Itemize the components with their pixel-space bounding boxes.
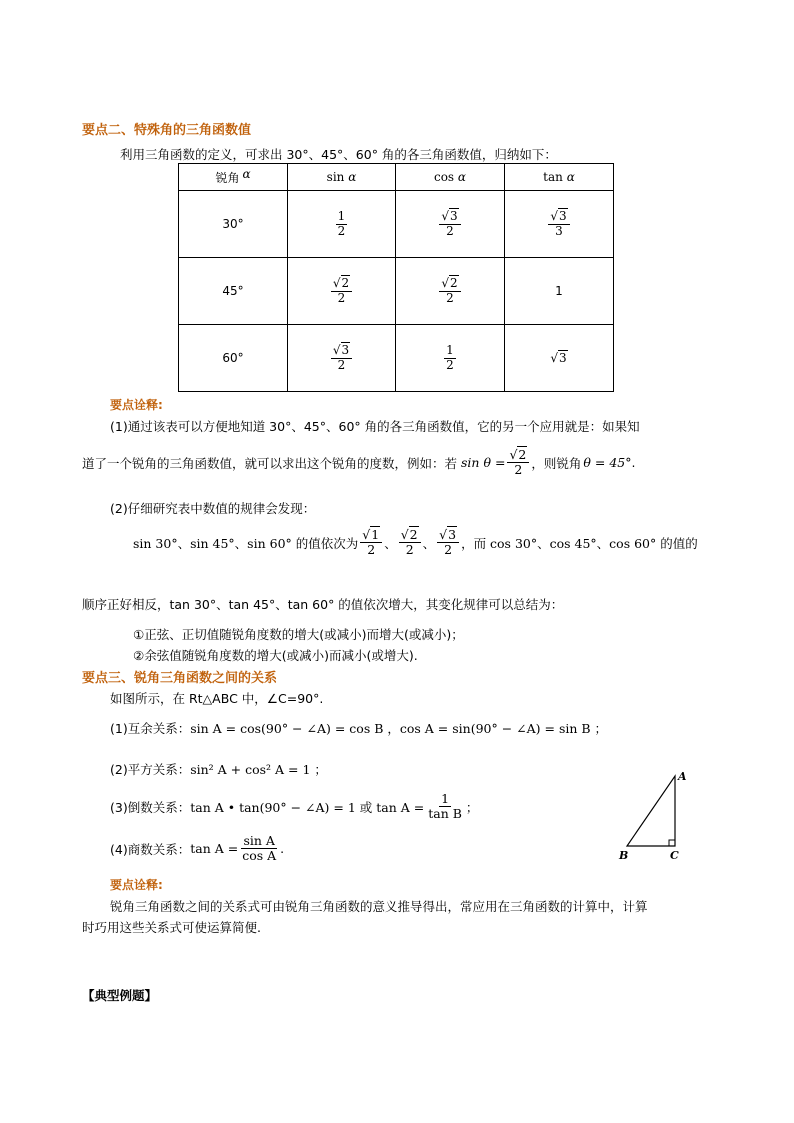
table-row bbox=[179, 258, 614, 325]
note-title-2: 要点诠释: bbox=[110, 878, 163, 892]
note1-line-a: (1)通过该表可以方便地知道 30°、45°、60° 角的各三角函数值，它的另一个应用就是：如果知 bbox=[110, 419, 640, 434]
table-row bbox=[179, 325, 614, 392]
section3-intro: 如图所示，在 Rt△ABC 中，∠C=90°. bbox=[110, 691, 324, 706]
relation-2: (2)平方关系：sin² A + cos² A = 1 ； bbox=[110, 762, 327, 777]
sin-45: $\frac{√2}{2}$ bbox=[288, 258, 396, 325]
section2-intro: 利用三角函数的定义，可求出 30°、45°、60° 角的各三角函数值，归纳如下： bbox=[120, 147, 557, 162]
note2-line: sin 30°、sin 45°、sin 60° 的值依次为 $\frac{√1}{2}$ 、 $\frac{√2}{2}$ 、 $\frac{√3}{2}$ ，而 cos 30°、cos 45°、cos 60° 的值的 bbox=[133, 527, 698, 558]
angle-30: 30° bbox=[179, 191, 288, 258]
examples-heading: 【典型例题】 bbox=[82, 988, 158, 1003]
section2-heading: 要点二、特殊角的三角函数值 bbox=[82, 123, 252, 138]
vertex-c-label: C bbox=[670, 849, 679, 862]
section3-note-a: 锐角三角函数之间的关系式可由锐角三角函数的意义推导得出，常应用在三角函数的计算中，计算 bbox=[110, 899, 648, 914]
sin-30: $\frac{1}{2}$ bbox=[288, 191, 396, 258]
relation-4: (4)商数关系： tan A = $\frac{\text{sin A}}{\text{cos A}}$ . bbox=[110, 833, 285, 864]
note2-intro: (2)仔细研究表中数值的规律会发现： bbox=[110, 501, 316, 516]
angle-45: 45° bbox=[179, 258, 288, 325]
note1-line-b: 道了一个锐角的三角函数值，就可以求出这个锐角的度数，例如：若 sin θ = $\frac{√2}{2}$ ，则锐角 θ = 45° . bbox=[82, 447, 636, 478]
cos-45: $\frac{√2}{2}$ bbox=[396, 258, 505, 325]
rule-2: ②余弦值随锐角度数的增大(或减小)而减小(或增大). bbox=[133, 648, 418, 663]
note-title: 要点诠释: bbox=[110, 398, 163, 412]
cos-30: $\frac{√3}{2}$ bbox=[396, 191, 505, 258]
vertex-b-label: B bbox=[619, 849, 629, 862]
rule-1: ①正弦、正切值随锐角度数的增大(或减小)而增大(或减小)； bbox=[133, 627, 464, 642]
vertex-a-label: A bbox=[678, 770, 687, 783]
tan-45: 1 bbox=[505, 258, 614, 325]
sin-60: $\frac{√3}{2}$ bbox=[288, 325, 396, 392]
note2-line2: 顺序正好相反，tan 30°、tan 45°、tan 60° 的值依次增大，其变化规律可以总结为： bbox=[82, 597, 564, 612]
header-tan: tan α bbox=[505, 164, 614, 191]
section3-note-b: 时巧用这些关系式可使运算简便. bbox=[82, 920, 261, 935]
cos-60: $\frac{1}{2}$ bbox=[396, 325, 505, 392]
header-angle: 锐角 α bbox=[179, 164, 288, 191]
relation-1: (1)互余关系：sin A = cos(90° − ∠A) = cos B ，cos A = sin(90° − ∠A) = sin B ； bbox=[110, 721, 608, 736]
tan-30: $\frac{√3}{3}$ bbox=[505, 191, 614, 258]
right-triangle-figure bbox=[615, 768, 695, 863]
header-cos: cos α bbox=[396, 164, 505, 191]
special-angle-table bbox=[178, 163, 614, 392]
tan-60: √3 bbox=[505, 325, 614, 392]
table-row bbox=[179, 191, 614, 258]
header-sin: sin α bbox=[288, 164, 396, 191]
relation-3: (3)倒数关系： tan A • tan(90° − ∠A) = 1 或 tan A = $\frac{1}{\text{tan B}}$ ； bbox=[110, 791, 479, 822]
section3-heading: 要点三、锐角三角函数之间的关系 bbox=[82, 671, 278, 686]
angle-60: 60° bbox=[179, 325, 288, 392]
